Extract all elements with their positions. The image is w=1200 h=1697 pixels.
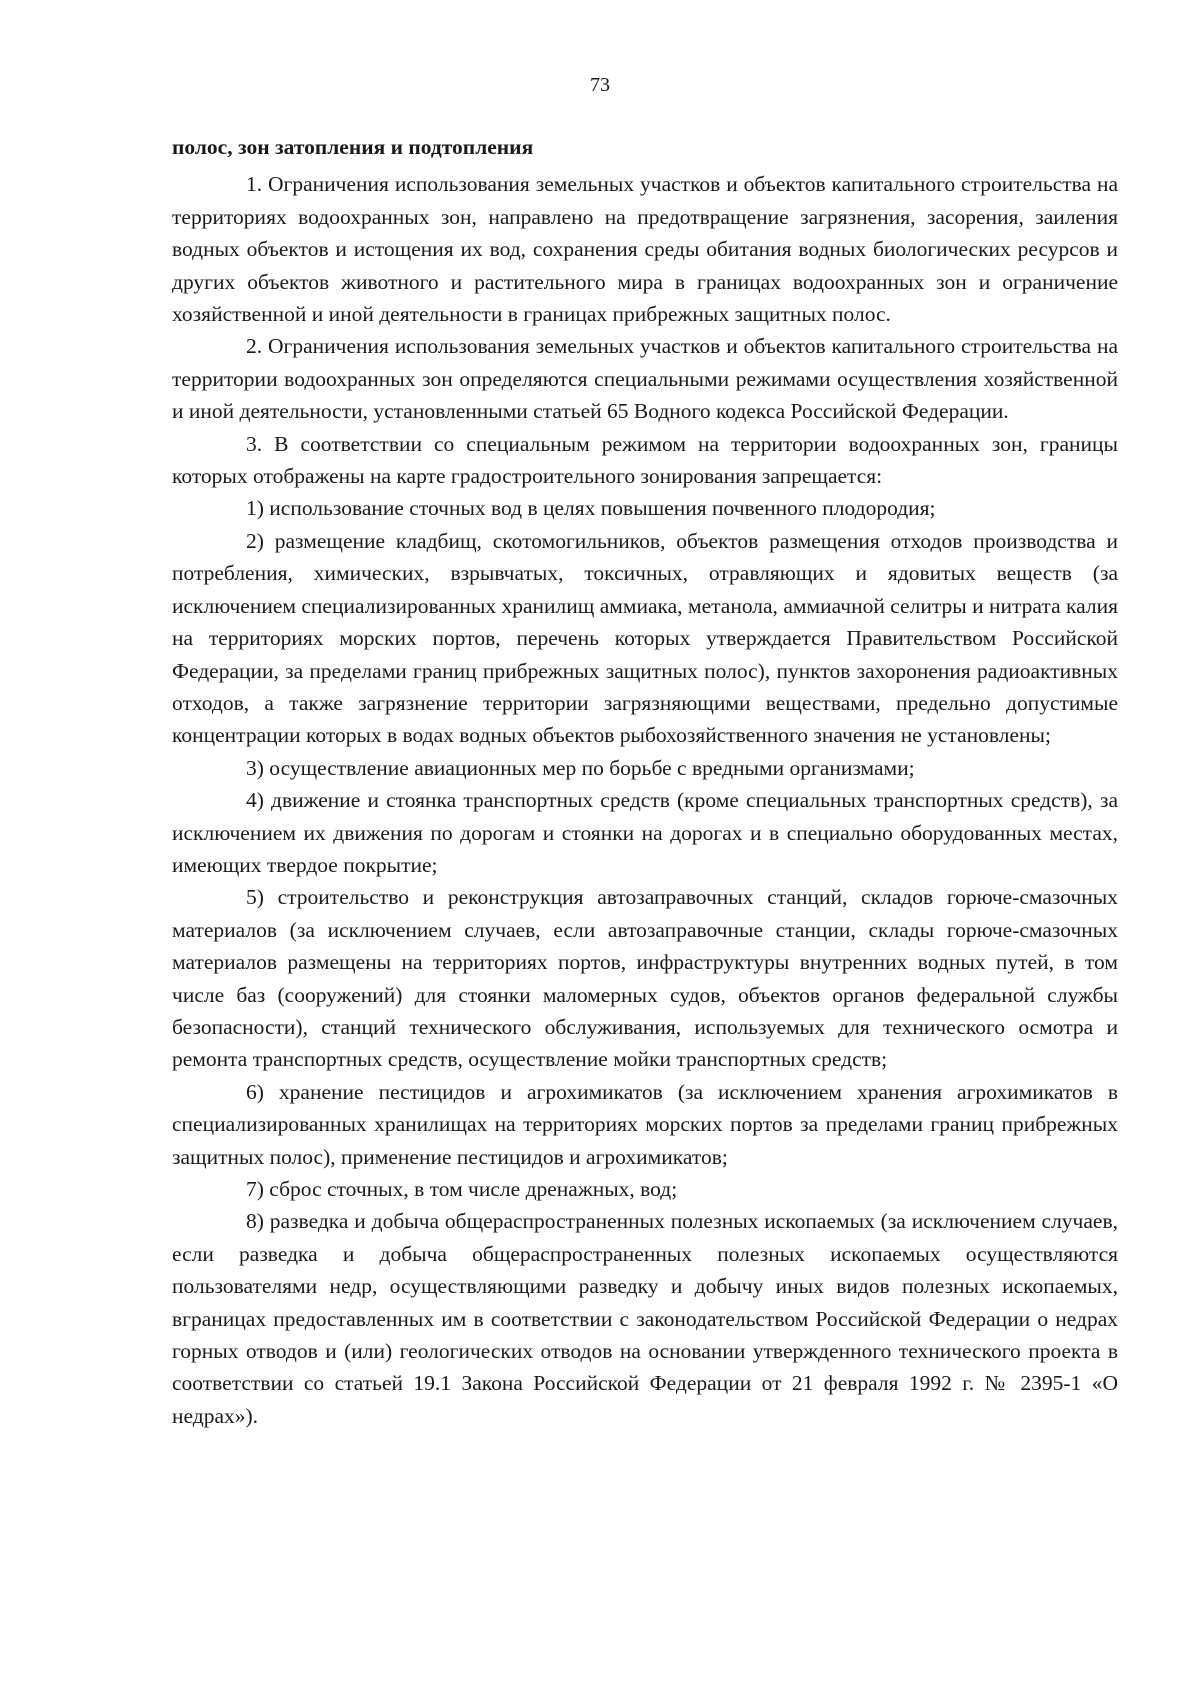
list-item-8: 8) разведка и добыча общераспространенных полезных ископаемых (за исключением случаев, если разведка и добыча общераспространенных полезных ископаемых осуществляются пользователями недр, осуществляющими разведку и добычу иных видов полезных ископаемых, вграницах предоставленных им в соответствии с законодательством Российской Федерации о недрах горных отводов и (или) геологических отводов на основании утвержденного технического проекта в соответствии со статьей 19.1 Закона Российской Федерации от 21 февраля 1992 г. № 2395-1 «О недрах»). <box>172 1209 1118 1428</box>
document-body <box>172 131 1118 1432</box>
list-item-5: 5) строительство и реконструкция автозаправочных станций, складов горюче-смазочных материалов (за исключением случаев, если автозаправочные станции, склады горюче-смазочных материалов размещены на территориях портов, инфраструктуры внутренних водных путей, в том числе баз (сооружений) для стоянки маломерных судов, объектов органов федеральной службы безопасности), станций технического обслуживания, используемых для технического осмотра и ремонта транспортных средств, осуществление мойки транспортных средств; <box>172 885 1118 1072</box>
list-item-7: 7) сброс сточных, в том числе дренажных, вод; <box>246 1177 678 1201</box>
page-number: 73 <box>590 74 610 96</box>
list-item-3: 3) осуществление авиационных мер по борьбе с вредными организмами; <box>246 755 915 780</box>
list-item-2: 2) размещение кладбищ, скотомогильников, объектов размещения отходов производства и потребления, химических, взрывчатых, токсичных, отравляющих и ядовитых веществ (за исключением специализированных хранилищ аммиака, метанола, аммиачной селитры и нитрата калия на территориях морских портов, перечень которых утверждается Правительством Российской Федерации, за пределами границ прибрежных защитных полос), пунктов захоронения радиоактивных отходов, а также загрязнение территории загрязняющими веществами, предельно допустимые концентрации которых в водах водных объектов рыбохозяйственного значения не установлены; <box>172 528 1118 748</box>
paragraph-2: 2. Ограничения использования земельных участков и объектов капитального строительства на территории водоохранных зон определяются специальными режимами осуществления хозяйственной и иной деятельности, установленными статьей 65 Водного кодекса Российской Федерации. <box>172 334 1118 424</box>
list-item-6: 6) хранение пестицидов и агрохимикатов (за исключением хранения агрохимикатов в специализированных хранилищах на территориях морских портов за пределами границ прибрежных защитных полос), применение пестицидов и агрохимикатов; <box>172 1079 1118 1169</box>
section-heading-continuation: полос, зон затопления и подтопления <box>172 135 534 159</box>
paragraph-3: 3. В соответствии со специальным режимом на территории водоохранных зон, границы которых отображены на карте градостроительного зонирования запрещается: <box>172 431 1118 489</box>
list-item-1: 1) использование сточных вод в целях повышения почвенного плодородия; <box>246 496 936 521</box>
paragraph-1: 1. Ограничения использования земельных участков и объектов капитального строительства на территориях водоохранных зон, направлено на предотвращение загрязнения, засорения, заиления водных объектов и истощения их вод, сохранения среды обитания водных биологических ресурсов и других объектов животного и растительного мира в границах водоохранных зон и ограничение хозяйственной и иной деятельности в границах прибрежных защитных полос. <box>172 172 1118 327</box>
list-item-4: 4) движение и стоянка транспортных средств (кроме специальных транспортных средств), за исключением их движения по дорогам и стоянки на дорогах и в специально оборудованных местах, имеющих твердое покрытие; <box>172 788 1118 877</box>
